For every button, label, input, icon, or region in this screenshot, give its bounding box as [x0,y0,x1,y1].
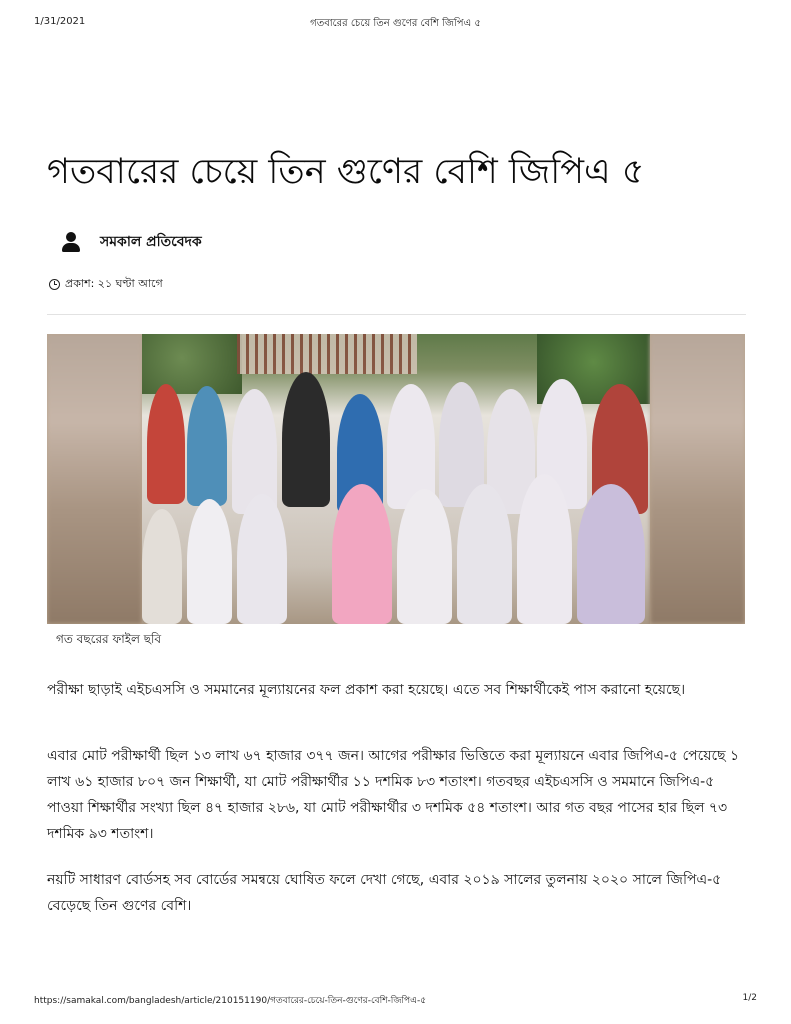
published-label: প্রকাশ: ২১ ঘণ্টা আগে [65,277,163,290]
image-caption: গত বছরের ফাইল ছবি [56,632,162,646]
print-header [34,16,757,32]
photo-figure [457,484,512,624]
person-icon [62,232,80,252]
author-byline[interactable] [62,231,202,253]
photo-figure [142,509,182,624]
author-name[interactable]: সমকাল প্রতিবেদক [100,234,202,250]
article-paragraph: এবার মোট পরীক্ষার্থী ছিল ১৩ লাখ ৬৭ হাজার ৩৭৭ জন। আগের পরীক্ষার ভিত্তিতে করা মূল্যায়নে এবার জিপিএ-৫ পেয়েছে ১ লাখ ৬১ হাজার ৮০৭ জন শিক্ষার্থী, যা মোট পরীক্ষার্থীর ১১ দশমিক ৮৩ শতাংশ। গতবছর এইচএসসি ও সমমানে জিপিএ-৫ পাওয়া শিক্ষার্থীর সংখ্যা ছিল ৪৭ হাজার ২৮৬, যা মোট পরীক্ষার্থীর ৩ দশমিক ৫৪ শতাংশ। আর গত বছর পাসের হার ছিল ৭৩ দশমিক ৯৩ শতাংশ। [47,748,740,842]
published-time [49,275,163,294]
divider [47,314,746,315]
print-page-title: গতবারের চেয়ে তিন গুণের বেশি জিপিএ ৫ [310,18,481,29]
photo-blur-left [47,334,142,624]
photo-figure [237,494,287,624]
print-footer [34,993,757,1007]
photo-figure [332,484,392,624]
photo-figure [577,484,645,624]
article-photo[interactable] [47,334,745,624]
article-paragraph: পরীক্ষা ছাড়াই এইচএসসি ও সমমানের মূল্যায়নের ফল প্রকাশ করা হয়েছে। এতে সব শিক্ষার্থীকেই পাস করানো হয়েছে। [47,682,686,698]
photo-figure [147,384,185,504]
photo-blur-right [650,334,745,624]
page-url[interactable]: https://samakal.com/bangladesh/article/210151190/গতবারের-চেয়ে-তিন-গুণের-বেশি-জিপিএ-৫ [34,996,427,1006]
print-date: 1/31/2021 [34,16,86,27]
article-headline: গতবারের চেয়ে তিন গুণের বেশি জিপিএ ৫ [47,152,645,192]
photo-figure [282,372,330,507]
photo-figure [517,474,572,624]
article-paragraph: নয়টি সাধারণ বোর্ডসহ সব বোর্ডের সমন্বয়ে ঘোষিত ফলে দেখা গেছে, এবার ২০১৯ সালের তুলনায় ২০২০ সালে জিপিএ-৫ বেড়েছে তিন গুণের বেশি। [47,872,722,914]
page-number: 1/2 [742,993,757,1003]
photo-figure [187,386,227,506]
photo-figure [397,489,452,624]
photo-trees-left [142,334,242,394]
clock-icon [49,279,60,290]
photo-fence [237,334,417,374]
photo-figure [187,499,232,624]
